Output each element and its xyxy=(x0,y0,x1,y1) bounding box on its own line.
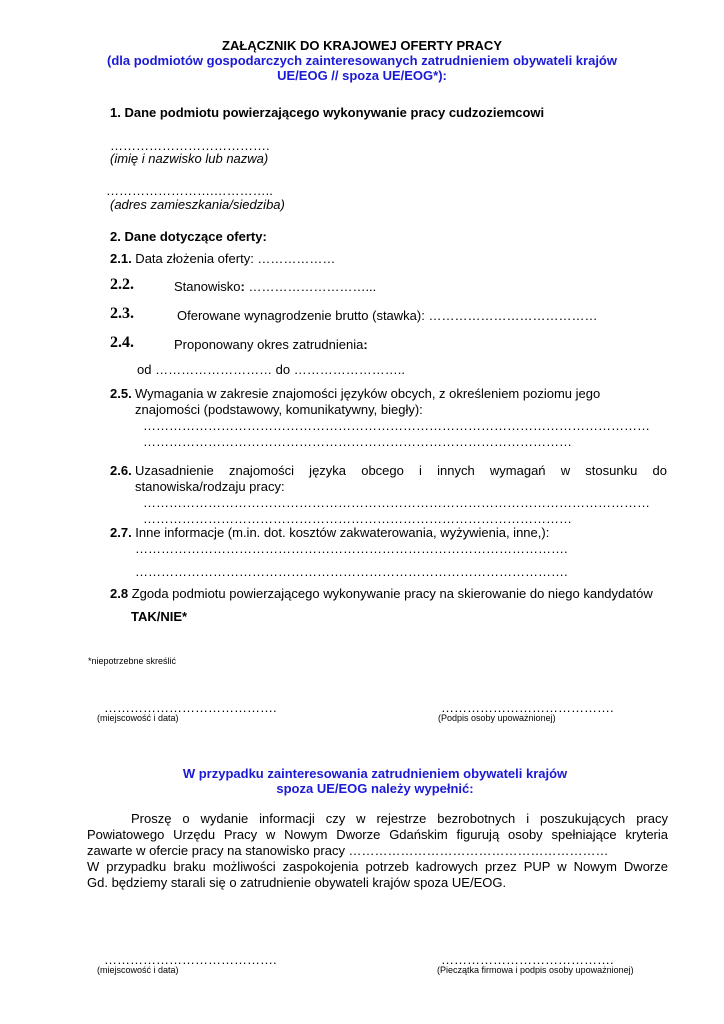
stamp-signature-field[interactable]: …………………………………. xyxy=(441,952,614,967)
item-2-4-number: 2.4. xyxy=(110,334,134,351)
position-colon: : xyxy=(240,279,245,294)
employment-period-colon: : xyxy=(363,337,368,352)
name-field[interactable]: ………………………………. xyxy=(110,138,270,153)
item-2-1-number: 2.1. xyxy=(110,251,132,266)
address-label: (adres zamieszkania/siedziba) xyxy=(110,197,285,212)
item-2-6-number: 2.6. xyxy=(110,463,132,478)
other-info-label: Inne informacje (m.in. dot. kosztów zakwaterowania, wyżywienia, inne,): xyxy=(131,525,550,540)
item-2-1 xyxy=(110,251,335,266)
request-paragraph-line2: Powiatowego Urzędu Pracy w Nowym Dworze Gdańskim figurują osoby spełniające kryteria xyxy=(87,827,668,842)
justification-line2: stanowiska/rodzaju pracy: xyxy=(135,479,285,494)
signature-label-1: (Podpis osoby upoważnionej) xyxy=(438,713,556,723)
other-info-field-1[interactable]: ………………………………………………………………………………………. xyxy=(135,541,568,556)
request-paragraph-line3[interactable]: zawarte w ofercie pracy na stanowisko pracy …………………………………………………… xyxy=(87,843,609,858)
item-2-2 xyxy=(174,279,376,294)
employment-period-field[interactable]: od ……………………… do …………………….. xyxy=(137,362,405,377)
item-2-7-number: 2.7. xyxy=(110,525,132,540)
item-2-8-number: 2.8 xyxy=(110,586,129,601)
item-2-7 xyxy=(110,525,549,540)
fallback-paragraph-line1: W przypadku braku możliwości zaspokojenia potrzeb kadrowych przez PUP w Nowym Dworze xyxy=(87,859,668,874)
position-field[interactable]: ………………………... xyxy=(244,279,377,294)
language-requirements-text: Wymagania w zakresie znajomości języków obcych, z określeniem poziomu jego xyxy=(135,386,601,401)
item-2-3-number: 2.3. xyxy=(110,305,134,322)
address-field[interactable]: …………………….………….. xyxy=(106,183,273,198)
other-info-field-2[interactable]: ………………………………………………………………………………………. xyxy=(135,564,568,579)
section1-heading: 1. Dane podmiotu powierzającego wykonywanie pracy cudzoziemcowi xyxy=(110,105,545,120)
language-requirements-line1 xyxy=(135,386,667,401)
justification-line1: Uzasadnienie znajomości języka obcego i innych wymagań w stosunku do xyxy=(135,463,667,478)
request-paragraph-line1: Proszę o wydanie informacji czy w rejestrze bezrobotnych i poszukujących pracy xyxy=(131,811,668,826)
document-title: ZAŁĄCZNIK DO KRAJOWEJ OFERTY PRACY xyxy=(222,38,502,53)
non-eu-heading-line2: spoza UE/EOG należy wypełnić: xyxy=(276,781,474,796)
item-2-5-number: 2.5. xyxy=(110,386,132,401)
item-2-8 xyxy=(110,586,653,601)
stamp-signature-label: (Pieczątka firmowa i podpis osoby upoważnionej) xyxy=(437,965,634,975)
footnote: *niepotrzebne skreślić xyxy=(88,656,177,666)
name-label: (imię i nazwisko lub nazwa) xyxy=(110,151,269,166)
language-requirements-field-1[interactable]: ……………………………………………………………………………………………………… xyxy=(143,418,650,433)
item-2-4 xyxy=(174,337,368,352)
justification-field-1[interactable]: ……………………………………………………………………………………………………… xyxy=(143,495,650,510)
place-date-label-1: (miejscowość i data) xyxy=(97,713,179,723)
offer-date-field[interactable]: Data złożenia oferty: ……………… xyxy=(131,251,336,266)
position-label: Stanowisko xyxy=(174,279,241,294)
justification-field-2[interactable]: ……………………………………………………………………………………… xyxy=(143,511,572,526)
signature-field-1[interactable]: …………………………………. xyxy=(441,700,614,715)
place-date-field-2[interactable]: …………………………………. xyxy=(104,952,277,967)
language-requirements-line2: znajomości (podstawowy, komunikatywny, biegły): xyxy=(135,402,423,417)
section2-heading: 2. Dane dotyczące oferty: xyxy=(110,229,267,244)
language-requirements-field-2[interactable]: ……………………………………………………………………………………… xyxy=(143,434,572,449)
document-subtitle-line1: (dla podmiotów gospodarczych zainteresowanych zatrudnieniem obywateli krajów xyxy=(107,53,617,68)
employment-period-label: Proponowany okres zatrudnienia xyxy=(174,337,364,352)
document-subtitle-line2: UE/EOG // spoza UE/EOG*): xyxy=(277,68,447,83)
consent-label: Zgoda podmiotu powierzającego wykonywanie pracy na skierowanie do niego kandydatów xyxy=(128,586,653,601)
consent-yes-no[interactable]: TAK/NIE* xyxy=(131,609,188,624)
non-eu-heading-line1: W przypadku zainteresowania zatrudnieniem obywateli krajów xyxy=(182,766,568,781)
item-2-2-number: 2.2. xyxy=(110,276,134,293)
fallback-paragraph-line2: Gd. będziemy starali się o zatrudnienie obywateli krajów spoza UE/EOG. xyxy=(87,875,507,890)
place-date-label-2: (miejscowość i data) xyxy=(97,965,179,975)
place-date-field-1[interactable]: …………………………………. xyxy=(104,700,277,715)
salary-field[interactable]: Oferowane wynagrodzenie brutto (stawka): ………………………………… xyxy=(177,308,598,323)
